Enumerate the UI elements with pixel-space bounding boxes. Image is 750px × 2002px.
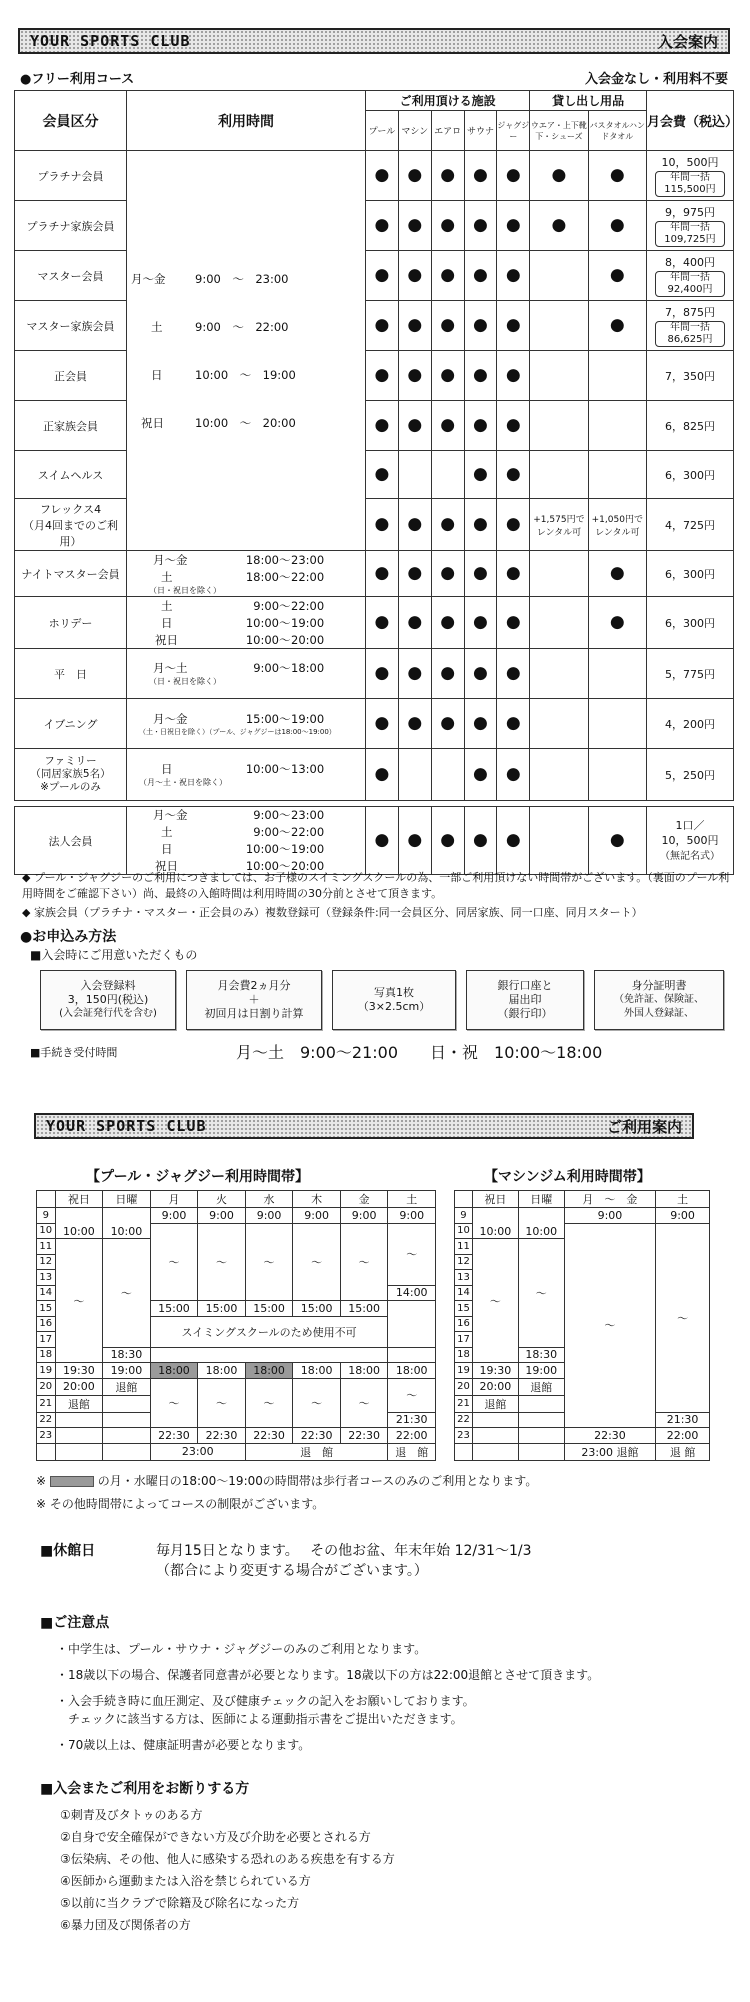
free-course-title: ●フリー利用コース — [20, 72, 135, 87]
table-row: 平 日 月～土 9:00 ～ 18:00 （日・祝日を除く） ● ● ● ● ● 5，775円 — [15, 649, 734, 699]
table-row: マスター家族会員 ● ● ● ● ● ● 7，875円 年間一括 86,625円 — [15, 301, 734, 351]
member-name: プラチナ会員 — [15, 151, 127, 201]
table-row: ホリデー 土 9:00 ～ 22:00 日 10:00 ～ 19:00 祝日 10:00 ～ 20:00 ● ● ● ● ● ● 6，300円 — [15, 597, 734, 649]
sched-note-2: ※ その他時間帯によってコースの制限がございます。 — [36, 1497, 325, 1511]
facility-machine: マシン — [398, 111, 431, 151]
table-row: 正会員 ● ● ● ● ● 7，350円 — [15, 351, 734, 401]
table-row: ナイトマスター会員 月～金 18:00 ～ 23:00 土 18:00 ～ 22:00 （日・祝日を除く） ● ● ● ● ● ● 6，300円 — [15, 551, 734, 597]
gray-swatch — [50, 1476, 94, 1487]
apply-item-bank: 銀行口座と 届出印 （銀行印） — [466, 970, 584, 1030]
apply-item-photo: 写真1枚 （3×2.5cm） — [332, 970, 456, 1030]
table-row: フレックス4 （月4回までのご利用） ● ● ● ● ● +1,575円でレンタル可 +1,050円でレンタル可 4，725円 — [15, 499, 734, 551]
table-row: マスター会員 ● ● ● ● ● ● 8，400円 年間一括 92,400円 — [15, 251, 734, 301]
table-row: 正家族会員 ● ● ● ● ● 6，825円 — [15, 401, 734, 451]
facility-pool: プール — [366, 111, 399, 151]
table-row: イブニング 月～金 15:00 ～ 19:00 （土・日祝日を除く）（プール、ジャグジーは18:00～19:00） ● ● ● ● ● 4，200円 — [15, 699, 734, 749]
caution-list: ・中学生は、プール・サウナ・ジャグジーのみのご利用となります。 ・18歳以下の場合、保護者同意書が必要となります。18歳以下の方は22:00退館とさせて頂きます。 ・入会手続き時に血圧測定、及び健康チェックの記入をお願いしております。 チェックに該当する方は、医師による運動指示書をご提出いただきます。 ・70歳以上は、健康証明書が必要となります。 — [56, 1642, 600, 1752]
sched-note-1: ※ の月・水曜日の18:00～19:00の時間帯は歩行者コースのみのご利用となります。 — [36, 1474, 538, 1488]
col-member: 会員区分 — [15, 91, 127, 151]
table-row: プラチナ家族会員 ● ● ● ● ● ● ● 9，975円 年間一括 109,725円 — [15, 201, 734, 251]
refuse-title: ■入会またご利用をお断りする方 — [40, 1781, 250, 1797]
pool-schedule: 祝日 日曜 月 火 水 木 金 土 9 10:00 10:00 9:00 9:00 9:00 9:00 9:00 9:00 10 ～ ～ ～ ～ ～ ～ 11 ～ ～ 12 13 14 14:00 15 15:00 15:00 15:00 15:00 15:00 16 スイミングスクールのため使用不可 17 18 18:30 19 19:30 19:00 18:00 18:00 18:00 18:00 18:00 18:00 20 20:00 退館 ～ ～ ～ ～ ～ ～ 21 退館 22 21:30 23 22:30 22:30 22:30 22:30 22:30 22:00 23:00 退 館 退 館 — [36, 1190, 436, 1461]
facility-jacuzzi: ジャグジー — [497, 111, 530, 151]
closed-label: ■休館日 — [40, 1543, 96, 1559]
hours: 月～土 9:00～21:00 日・祝 10:00～18:00 — [236, 1043, 603, 1062]
machine-schedule: 祝日 日曜 月 ～ 金 土 9 10:00 10:00 9:00 9:00 10 ～ ～ 11 ～ ～ 12 13 14 15 16 17 18 18:30 19 19:30 19:00 20 20:00 退館 21 退館 22 21:30 23 22:30 22:00 23:00 退館 退 館 — [454, 1190, 710, 1461]
table-row: 法人会員 月～金 9:00 ～ 23:00 土 9:00 ～ 22:00 日 10:00 ～ 19:00 祝日 10:00 ～ 20:00 ● ● ● ● ● ● 1口／ 10，500円 （無記名式） — [15, 807, 734, 875]
pool-title: 【プール・ジャグジー利用時間帯】 — [86, 1169, 310, 1185]
col-time: 利用時間 — [127, 91, 366, 151]
header-title: 入会案内 — [657, 32, 718, 51]
common-time: 月～金 9:00 ～ 23:00 土 9:00 ～ 22:00 日 10:00 ～ 19:00 祝日 10:00 ～ 20:00 — [127, 151, 366, 551]
apply-sub: ■入会時にご用意いただくもの — [30, 948, 198, 962]
apply-item-fee: 入会登録料 3，150円(税込) (入会証発行代を含む) — [40, 970, 176, 1030]
note-family: ◆ 家族会員（プラチナ・マスター・正会員のみ）複数登録可（登録条件:同一会員区分、同居家族、同一口座、同月スタート） — [22, 906, 643, 919]
brand: YOUR SPORTS CLUB — [30, 32, 191, 50]
table-row: スイムヘルス ● ● ● 6，300円 — [15, 451, 734, 499]
facility-aero: エアロ — [431, 111, 464, 151]
hours-label: ■手続き受付時間 — [30, 1046, 118, 1059]
header-bar-usage: YOUR SPORTS CLUB ご利用案内 — [34, 1113, 694, 1139]
closed-l2: （都合により変更する場合がございます。） — [156, 1563, 428, 1579]
caution-title: ■ご注意点 — [40, 1615, 110, 1631]
apply-title: ●お申込み方法 — [20, 929, 117, 945]
refuse-list: ①刺青及びタトゥのある方 ②自身で安全確保ができない方及び介助を必要とされる方 ③伝染病、その他、他人に感染する恐れのある疾患を有する方 ④医師から運動または入浴を禁じられている方 ⑤以前に当クラブで除籍及び除名になった方 ⑥暴力団及び関係者の方 — [60, 1808, 395, 1932]
header-bar-join — [18, 28, 730, 54]
rental-towel: バスタオルハンドタオル — [588, 111, 646, 151]
fee: 10，500円 年間一括 115,500円 — [646, 151, 733, 201]
free-course-note: 入会金なし・利用料不要 — [584, 72, 728, 87]
rental-wear: ウエア・上下靴下・シューズ — [530, 111, 588, 151]
col-rental: 貸し出し用品 — [530, 91, 647, 111]
apply-item-id: 身分証明書 （免許証、保険証、 外国人登録証、 — [594, 970, 724, 1030]
col-facilities: ご利用頂ける施設 — [366, 91, 530, 111]
facility-sauna: サウナ — [464, 111, 497, 151]
note-pool: ◆ プール・ジャグジーのご利用につきましては、お子様のスイミングスクールの為、一部ご利用頂けない時間帯がございます。（裏面のプール利用時間をご確認下さい）尚、最終の入館時間は利用時間の30分前とさせて頂きます。 — [22, 871, 730, 900]
table-row: ファミリー （同居家族5名） ※プールのみ 日 10:00 ～ 13:00 （月～土・祝日を除く） ● ● ● 5，250円 — [15, 749, 734, 801]
apply-item-monthly: 月会費2ヵ月分 ＋ 初回月は日割り計算 — [186, 970, 322, 1030]
closed-l1: 毎月15日となります。 その他お盆、年末年始 12/31～1/3 — [156, 1543, 532, 1559]
col-fee: 月会費（税込） — [646, 91, 733, 151]
machine-title: 【マシンジム利用時間帯】 — [484, 1169, 651, 1185]
table-row: プラチナ会員 月～金 9:00 ～ 23:00 土 9:00 ～ 22:00 日 10:00 ～ 19:00 祝日 10:00 ～ 20:00 ● ● ● ● ● ● ● 10，500円 年間一括 115,500円 — [15, 151, 734, 201]
membership-table — [14, 90, 738, 875]
